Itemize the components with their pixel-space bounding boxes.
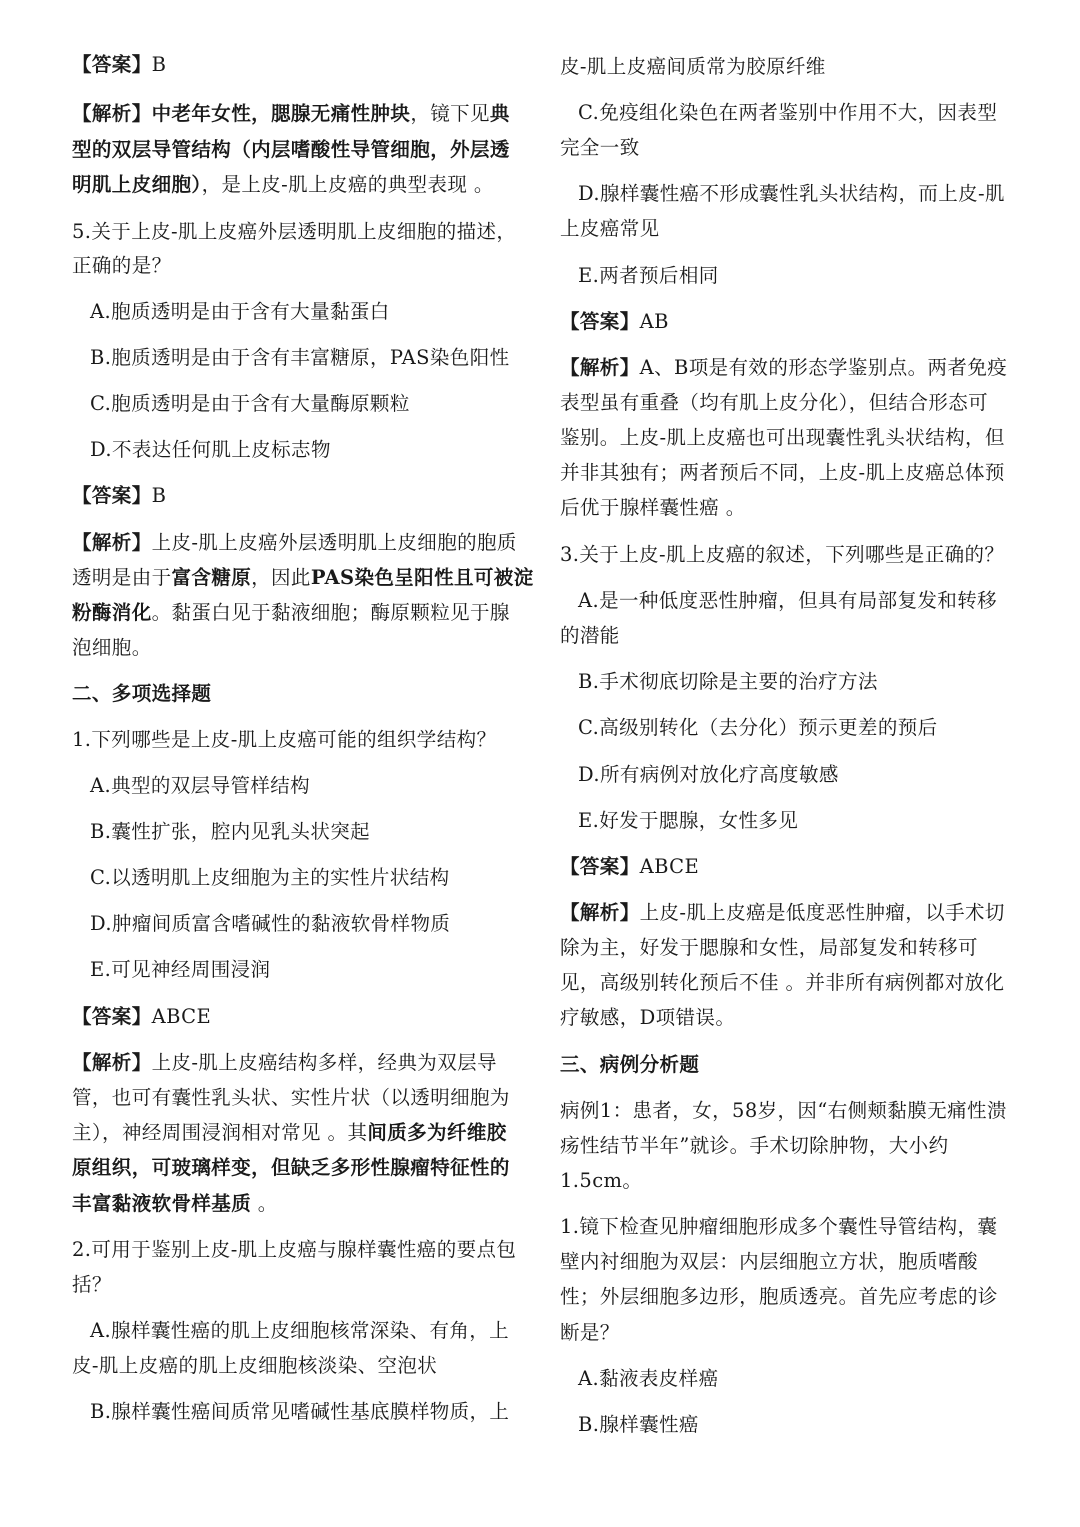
bold-text-segment: 【答案】 (72, 484, 152, 507)
bold-text-segment: 【答案】 (72, 1005, 152, 1028)
bold-text-segment: 二、多项选择题 (72, 682, 212, 705)
text-line (578, 261, 719, 291)
text-line (560, 353, 1007, 383)
text-segment: 括？ (72, 1273, 112, 1296)
text-line (72, 679, 211, 709)
text-line (72, 135, 510, 165)
text-segment: 皮-肌上皮癌间质常为胶原纤维 (560, 55, 826, 78)
text-line (560, 1318, 620, 1348)
bold-text-segment: 【解析】 (72, 531, 152, 554)
bold-text-segment: 明肌上皮细胞） (72, 173, 202, 196)
text-segment: B.囊性扩张，腔内见乳头状突起 (90, 820, 371, 843)
text-line (578, 1410, 699, 1440)
text-segment: ABCE (639, 855, 700, 878)
bold-text-segment: 【解析】中老年女性，腮腺无痛性肿块 (72, 102, 411, 125)
bold-text-segment: 富含糖原 (171, 566, 252, 589)
text-line (560, 1096, 1007, 1126)
bold-text-segment: 【解析】 (72, 1051, 152, 1074)
text-line (560, 1050, 699, 1080)
bold-text-segment: 原组织，可玻璃样变，但缺乏多形性腺瘤特征性的 (72, 1156, 510, 1179)
text-segment: 见，高级别转化预后不佳 。并非所有病例都对放化 (560, 971, 1005, 994)
text-segment: 透明是由于 (72, 566, 172, 589)
text-segment: B.手术彻底切除是主要的治疗方法 (578, 670, 878, 693)
text-line (72, 528, 517, 558)
text-segment: D.腺样囊性癌不形成囊性乳头状结构，而上皮-肌 (578, 182, 1005, 205)
text-line (72, 481, 166, 511)
bold-text-segment: 【答案】 (560, 310, 640, 333)
text-line (72, 633, 152, 663)
text-line (90, 297, 390, 327)
text-line (72, 170, 494, 200)
text-segment: AB (639, 310, 669, 333)
text-segment: D.不表达任何肌上皮标志物 (90, 438, 331, 461)
text-line (72, 1048, 497, 1078)
text-segment: 5.关于上皮-肌上皮癌外层透明肌上皮细胞的描述， (72, 220, 517, 243)
text-line (72, 50, 166, 80)
text-segment: 。 (251, 1192, 278, 1215)
text-line (560, 1003, 735, 1033)
text-segment: 1.下列哪些是上皮-肌上皮癌可能的组织学结构？ (72, 728, 497, 751)
text-line (560, 540, 1004, 570)
text-segment: B.腺样囊性癌间质常见嗜碱性基底膜样物质，上 (90, 1400, 510, 1423)
text-line (578, 806, 798, 836)
text-segment: 除为主，好发于腮腺和女性，局部复发和转移可 (560, 936, 978, 959)
text-line (72, 725, 496, 755)
text-line (560, 214, 660, 244)
text-segment: 后优于腺样囊性癌 。 (560, 496, 746, 519)
text-line (560, 968, 1004, 998)
text-line (90, 389, 410, 419)
text-segment: A.典型的双层导管样结构 (90, 774, 311, 797)
text-line (560, 307, 669, 337)
text-line (560, 423, 1005, 453)
text-line (578, 586, 997, 616)
bold-text-segment: 【答案】 (72, 53, 152, 76)
text-segment: 断是？ (560, 1321, 620, 1344)
text-line (72, 563, 534, 593)
text-segment: B (151, 484, 167, 507)
text-line (578, 760, 839, 790)
text-segment: A.黏液表皮样癌 (578, 1367, 719, 1390)
text-line (578, 667, 878, 697)
text-segment: 壁内衬细胞为双层：内层细胞立方状，胞质嗜酸 (560, 1250, 978, 1273)
text-segment: 并非其独有；两者预后不同，上皮-肌上皮癌总体预 (560, 461, 1005, 484)
text-line (72, 1083, 510, 1113)
text-segment: 病例1：患者，女，58岁，因“右侧颊黏膜无痛性溃 (560, 1099, 1007, 1122)
text-segment: ，是上皮-肌上皮癌的典型表现 。 (201, 173, 494, 196)
text-segment: A.腺样囊性癌的肌上皮细胞核常深染、有角，上 (90, 1319, 510, 1342)
text-line (72, 251, 172, 281)
text-line (90, 955, 270, 985)
text-segment: 1.镜下检查见肿瘤细胞形成多个囊性导管结构，囊 (560, 1215, 998, 1238)
text-segment: C.免疫组化染色在两者鉴别中作用不大，因表型 (578, 101, 998, 124)
text-segment: 3.关于上皮-肌上皮癌的叙述，下列哪些是正确的？ (560, 543, 1005, 566)
text-line (72, 217, 516, 247)
text-segment: 性；外层细胞多边形，胞质透亮。首先应考虑的诊 (560, 1285, 998, 1308)
text-segment: E.好发于腮腺，女性多见 (578, 809, 799, 832)
text-line (90, 435, 331, 465)
text-segment: B (151, 53, 167, 76)
bold-text-segment: 间质多为纤维胶 (367, 1121, 507, 1144)
text-segment: 上皮-肌上皮癌是低度恶性肿瘤，以手术切 (639, 901, 1005, 924)
text-line (90, 909, 450, 939)
bold-text-segment: 三、病例分析题 (560, 1053, 700, 1076)
text-line (90, 817, 370, 847)
text-line (90, 1316, 509, 1346)
text-segment: A、B项是有效的形态学鉴别点。两者免疫 (639, 356, 1008, 379)
text-segment: 表型虽有重叠（均有肌上皮分化），但结合形态可 (560, 391, 989, 414)
bold-text-segment: 典 (489, 102, 510, 125)
text-segment: C.以透明肌上皮细胞为主的实性片状结构 (90, 866, 450, 889)
text-line (560, 1282, 998, 1312)
text-line (578, 713, 938, 743)
text-segment: E.两者预后相同 (578, 264, 719, 287)
text-segment: B.胞质透明是由于含有丰富糖原，PAS染色阳性 (90, 346, 510, 369)
text-line (72, 99, 510, 129)
text-segment: 1.5cm。 (560, 1169, 643, 1192)
text-segment: 2.可用于鉴别上皮-肌上皮癌与腺样囊性癌的要点包 (72, 1238, 517, 1261)
text-line (560, 133, 640, 163)
text-segment: 鉴别。上皮-肌上皮癌也可出现囊性乳头状结构，但 (560, 426, 1005, 449)
text-line (560, 458, 1005, 488)
text-segment: D.肿瘤间质富含嗜碱性的黏液软骨样物质 (90, 912, 451, 935)
text-segment: 的潜能 (560, 624, 620, 647)
text-segment: 管，也可有囊性乳头状、实性片状（以透明细胞为 (72, 1086, 510, 1109)
text-line (72, 1189, 278, 1219)
text-segment: ABCE (151, 1005, 212, 1028)
text-segment: ，镜下见 (410, 102, 490, 125)
bold-text-segment: PAS染色呈阳性且可被淀 (310, 566, 534, 589)
text-segment: A.胞质透明是由于含有大量黏蛋白 (90, 300, 390, 323)
bold-text-segment: 型的双层导管结构（内层嗜酸性导管细胞，外层透 (72, 138, 510, 161)
text-line (578, 98, 997, 128)
bold-text-segment: 丰富黏液软骨样基质 (72, 1192, 252, 1215)
text-line (90, 343, 510, 373)
text-segment: 疗敏感，D项错误。 (560, 1006, 736, 1029)
text-line (72, 1118, 507, 1148)
text-segment: 上皮癌常见 (560, 217, 660, 240)
text-segment: 正确的是？ (72, 254, 172, 277)
text-line (90, 771, 310, 801)
bold-text-segment: 【答案】 (560, 855, 640, 878)
text-segment: D.所有病例对放化疗高度敏感 (578, 763, 839, 786)
text-segment: C.高级别转化（去分化）预示更差的预后 (578, 716, 938, 739)
text-segment: 泡细胞。 (72, 636, 152, 659)
text-segment: E.可见神经周围浸润 (90, 958, 271, 981)
text-line (90, 863, 450, 893)
text-segment: 主），神经周围浸润相对常见 。其 (72, 1121, 368, 1144)
text-segment: 。黏蛋白见于黏液细胞；酶原颗粒见于腺 (151, 601, 510, 624)
text-line (560, 1212, 997, 1242)
text-line (90, 1397, 509, 1427)
text-segment: C.胞质透明是由于含有大量酶原颗粒 (90, 392, 410, 415)
text-line (72, 1270, 112, 1300)
bold-text-segment: 【解析】 (560, 901, 640, 924)
text-segment: 上皮-肌上皮癌结构多样，经典为双层导 (151, 1051, 497, 1074)
text-segment: 疡性结节半年”就诊。手术切除肿物，大小约 (560, 1134, 949, 1157)
text-segment: B.腺样囊性癌 (578, 1413, 699, 1436)
text-line (560, 1131, 948, 1161)
text-segment: A.是一种低度恶性肿瘤，但具有局部复发和转移 (578, 589, 998, 612)
text-line (560, 898, 1005, 928)
text-line (578, 179, 1005, 209)
text-line (72, 1351, 437, 1381)
text-line (72, 598, 510, 628)
text-segment: 上皮-肌上皮癌外层透明肌上皮细胞的胞质 (151, 531, 517, 554)
bold-text-segment: 粉酶消化 (72, 601, 152, 624)
bold-text-segment: 【解析】 (560, 356, 640, 379)
text-line (560, 933, 978, 963)
text-segment: ，因此 (251, 566, 311, 589)
text-line (560, 1247, 978, 1277)
text-segment: 皮-肌上皮癌的肌上皮细胞核淡染、空泡状 (72, 1354, 438, 1377)
text-line (560, 621, 620, 651)
text-line (560, 388, 988, 418)
text-line (560, 852, 699, 882)
text-line (72, 1235, 516, 1265)
text-line (560, 1166, 642, 1196)
text-segment: 完全一致 (560, 136, 640, 159)
text-line (578, 1364, 718, 1394)
text-line (72, 1153, 510, 1183)
text-line (72, 1002, 211, 1032)
text-line (560, 52, 826, 82)
text-line (560, 493, 746, 523)
